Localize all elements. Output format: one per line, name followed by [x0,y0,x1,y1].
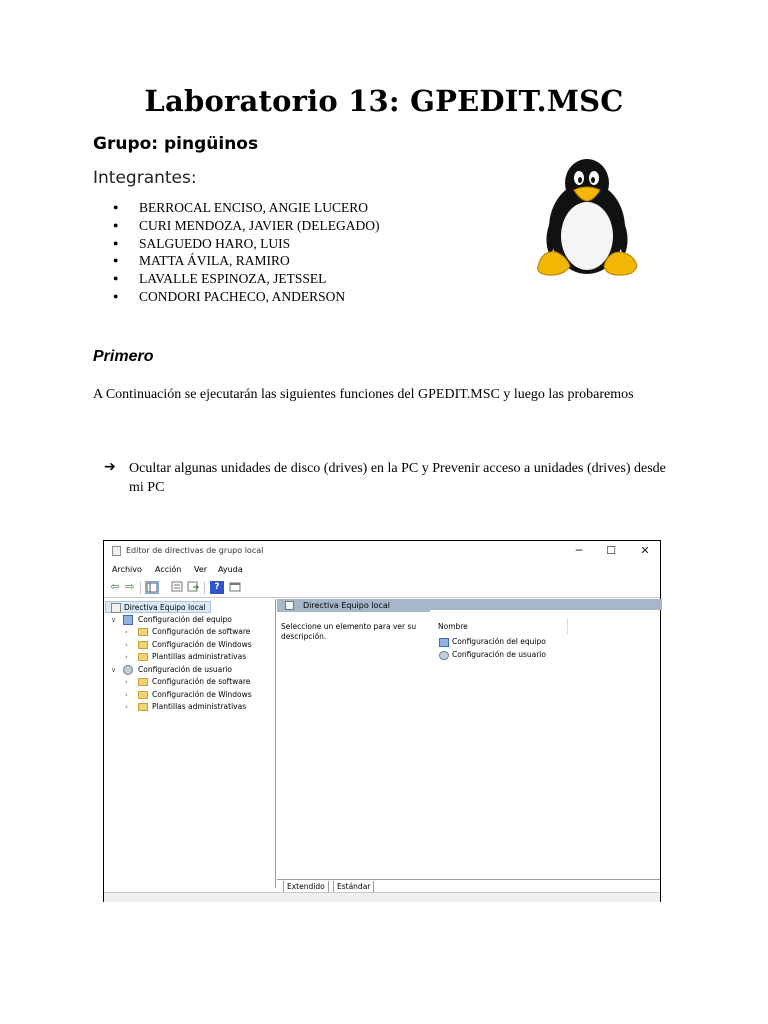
toolbar [104,579,660,598]
chevron-down-icon[interactable]: ∨ [111,616,117,624]
menu-ayuda[interactable]: Ayuda [218,565,243,574]
window-title: Editor de directivas de grupo local [126,546,264,555]
column-header-nombre[interactable]: Nombre [438,622,468,631]
folder-icon [138,653,148,661]
details-header [277,599,430,612]
chevron-right-icon[interactable]: › [125,641,128,649]
arrow-bullet-icon: ➔ [104,459,116,475]
policy-document-icon [285,601,294,610]
description-text: Seleccione un elemento para ver su descripción. [281,622,417,641]
member-item: ● LAVALLE ESPINOZA, JETSSEL [113,270,379,288]
document-title: Laboratorio 13: GPEDIT.MSC [144,84,624,118]
gpedit-window [103,540,661,902]
tux-penguin-image [534,158,640,278]
folder-icon [138,641,148,649]
view-icon[interactable] [228,581,242,594]
menu-accion[interactable]: Acción [155,565,182,574]
group-name: Grupo: pingüinos [93,134,259,154]
show-tree-icon[interactable] [145,581,159,594]
intro-paragraph: A Continuación se ejecutarán las siguientes funciones del GPEDIT.MSC y luego las probaremos [93,387,634,402]
maximize-button[interactable]: ☐ [606,544,616,557]
chevron-right-icon[interactable]: › [125,691,128,699]
forward-arrow-icon[interactable]: ⇨ [125,580,135,593]
menu-bar [104,562,660,578]
computer-icon [123,615,133,625]
status-bar [104,892,660,902]
member-item: ● MATTA ÁVILA, RAMIRO [113,252,379,270]
folder-icon [138,691,148,699]
column-separator[interactable] [567,618,568,634]
folder-icon [138,678,148,686]
tree-pane: Directiva Equipo local ∨ Configuración del equipo › Configuración de software › Configuración de Windows › Plantillas administrativas ∨ Configuración de usuario › Configuración de software › Configuración de Windows › Plantillas administrativas [105,599,276,888]
tree-item-root[interactable]: Directiva Equipo local [105,601,211,613]
policy-document-icon [111,603,121,613]
close-button[interactable]: ✕ [640,544,650,557]
member-item: ● BERROCAL ENCISO, ANGIE LUCERO [113,199,379,217]
help-icon[interactable]: ? [210,581,224,594]
chevron-down-icon[interactable]: ∨ [111,666,117,674]
member-item: ● CONDORI PACHECO, ANDERSON [113,288,379,306]
toolbar-separator [140,582,141,594]
tab-extendido[interactable]: Extendido [283,881,329,893]
details-pane: Directiva Equipo local Seleccione un elemento para ver su descripción. Nombre Configuración del equipo Configuración de usuario [277,599,660,878]
folder-icon [138,628,148,636]
window-titlebar [104,541,660,561]
computer-icon [439,638,449,647]
member-item: ● SALGUEDO HARO, LUIS [113,235,379,253]
task-description: Ocultar algunas unidades de disco (drives) en la PC y Prevenir acceso a unidades (drives) desde mi PC [129,461,666,495]
gpedit-app-icon [112,546,121,556]
view-tabs [277,879,660,893]
chevron-right-icon[interactable]: › [125,653,128,661]
members-list [113,199,379,306]
details-header-title: Directiva Equipo local [303,601,390,610]
menu-ver[interactable]: Ver [194,565,208,574]
folder-icon [138,703,148,711]
back-arrow-icon[interactable]: ⇦ [110,580,120,593]
tab-estandar[interactable]: Estándar [333,881,374,893]
user-icon [439,651,449,660]
member-item: ● CURI MENDOZA, JAVIER (DELEGADO) [113,217,379,235]
section-heading: Primero [93,348,154,365]
chevron-right-icon[interactable]: › [125,628,128,636]
members-label: Integrantes: [93,168,197,188]
minimize-button[interactable]: ─ [575,544,583,557]
chevron-right-icon[interactable]: › [125,678,128,686]
toolbar-separator [204,582,205,594]
menu-archivo[interactable]: Archivo [112,565,142,574]
export-list-icon[interactable] [186,581,200,594]
user-icon [123,665,133,675]
chevron-right-icon[interactable]: › [125,703,128,711]
properties-icon[interactable] [170,581,184,594]
